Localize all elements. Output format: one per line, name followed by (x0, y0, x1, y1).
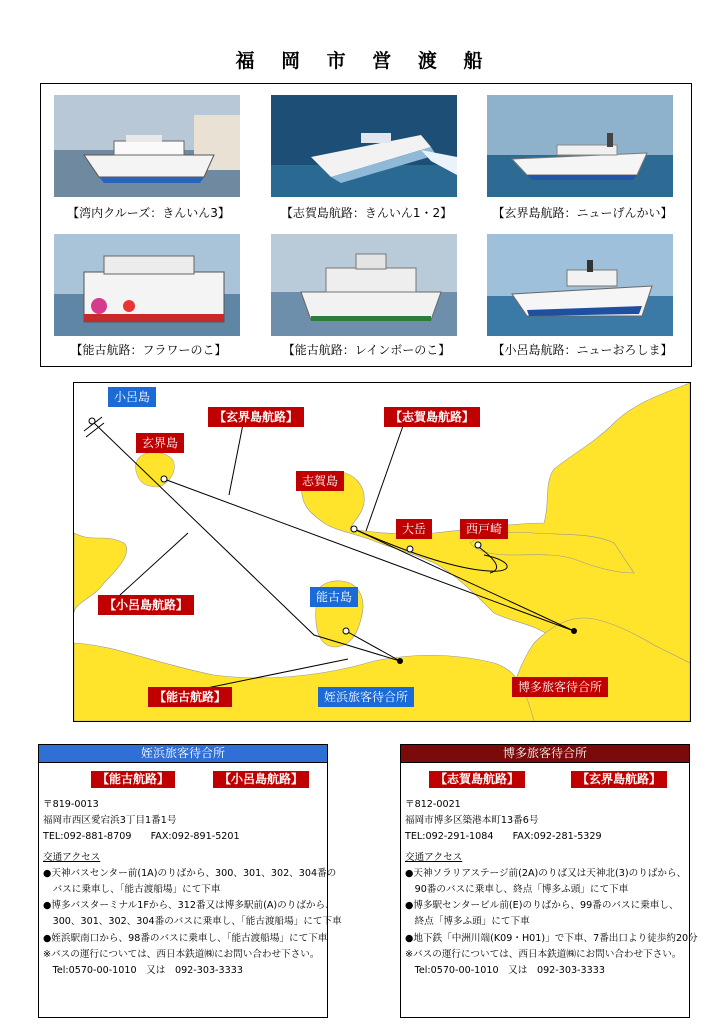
nokonoshima-port-dot (343, 628, 349, 634)
route-tag: 【小呂島航路】 (213, 771, 309, 788)
photo-caption: 【玄界島航路：ニューげんかい】 (492, 206, 673, 220)
access-line: ●天神ソラリアステージ前(2A)のりば又は天神北(3)のりばから、 (405, 867, 687, 879)
ferry-photo-neworoshima (487, 234, 673, 336)
access-line: ●天神バスセンター前(1A)のりばから、300、301、302、304番の (43, 867, 337, 879)
route-tag: 【志賀島航路】 (429, 771, 525, 788)
access-line: 90番のバスに乗車し、終点「博多ふ頭」にて下車 (405, 884, 629, 896)
photo-caption: 【志賀島航路：きんいん1・2】 (280, 206, 453, 220)
bus-tel: Tel:0570-00-1010 又は 092-303-3333 (43, 965, 243, 977)
tel-fax: TEL:092-881-8709 FAX:092-891-5201 (43, 831, 240, 843)
ferry-photo-kinin12 (271, 95, 457, 197)
address: 福岡市博多区築港本町13番6号 (405, 815, 539, 827)
map-label-genkai-route: 【玄界島航路】 (208, 407, 304, 427)
access-line: ●地下鉄「中洲川端(K09・H01)」で下車、7番出口より徒歩約20分 (405, 932, 698, 944)
map-label-nokonoshima: 能古島 (310, 587, 358, 607)
access-line: 終点「博多ふ頭」にて下車 (405, 916, 530, 928)
bus-note: ※バスの運行については、西日本鉄道㈱にお問い合わせ下さい。 (43, 948, 320, 960)
bus-tel: Tel:0570-00-1010 又は 092-303-3333 (405, 965, 605, 977)
map-label-meinohama-terminal: 姪浜旅客待合所 (318, 687, 414, 707)
photo-caption: 【能古航路：レインボーのこ】 (282, 343, 451, 357)
photo-caption: 【湾内クルーズ：きんいん3】 (67, 206, 230, 220)
panel-header: 姪浜旅客待合所 (39, 745, 327, 763)
access-line: ●博多バスターミナル1Fから、312番又は博多駅前(A)のりばから、 (43, 900, 335, 912)
map-label-saitozaki: 西戸崎 (460, 519, 508, 539)
map-label-shikanoshima: 志賀島 (296, 471, 344, 491)
shikanoshima-port-dot (351, 526, 357, 532)
address: 福岡市西区愛宕浜3丁目1番1号 (43, 815, 177, 827)
map-label-oroshima: 小呂島 (108, 387, 156, 407)
photo-caption: 【能古航路：フラワーのこ】 (70, 343, 227, 357)
ferry-photo-flowernoko (54, 234, 240, 336)
map-label-noko-route: 【能古航路】 (148, 687, 232, 707)
access-line: バスに乗車し、「能古渡船場」にて下車 (43, 884, 221, 896)
route-tag: 【玄界島航路】 (571, 771, 667, 788)
hakata-port-dot (571, 628, 577, 634)
access-line: ●博多駅センタービル前(E)のりばから、99番のバスに乗車し、 (405, 900, 679, 912)
hakata-terminal-panel (400, 744, 698, 1018)
tel-fax: TEL:092-291-1084 FAX:092-281-5329 (405, 831, 602, 843)
meinohama-terminal-panel (38, 744, 342, 1018)
route-map (73, 382, 691, 722)
genkaijima-port-dot (161, 476, 167, 482)
oroshima-port-dot (89, 418, 95, 424)
otake-port-dot (407, 546, 413, 552)
postal-code: 〒812-0021 (405, 799, 461, 810)
postal-code: 〒819-0013 (43, 799, 99, 810)
photo-caption: 【小呂島航路：ニューおろしま】 (492, 343, 673, 357)
access-title: 交通アクセス (43, 851, 101, 863)
ferry-photo-rainbownoko (271, 234, 457, 336)
ferry-photo-kinin3 (54, 95, 240, 197)
map-label-shikanoshima-route: 【志賀島航路】 (384, 407, 480, 427)
map-label-genkaijima: 玄界島 (136, 433, 184, 453)
ferry-photo-newgenkai (487, 95, 673, 197)
map-label-otake: 大岳 (396, 519, 432, 539)
route-tag: 【能古航路】 (91, 771, 175, 788)
map-label-hakata-terminal: 博多旅客待合所 (512, 677, 608, 697)
mainland-coast (74, 643, 534, 721)
page-title: 福 岡 市 営 渡 船 (235, 50, 493, 72)
map-label-oroshima-route: 【小呂島航路】 (98, 595, 194, 615)
access-line: ●姪浜駅南口から、98番のバスに乗車し、「能古渡船場」にて下車 (43, 932, 328, 944)
bus-note: ※バスの運行については、西日本鉄道㈱にお問い合わせ下さい。 (405, 948, 682, 960)
meinohama-port-dot (397, 658, 403, 664)
access-title: 交通アクセス (405, 851, 463, 863)
panel-header: 博多旅客待合所 (401, 745, 689, 763)
access-line: 300、301、302、304番のバスに乗車し、「能古渡船場」にて下車 (43, 916, 342, 928)
saitozaki-port-dot (475, 542, 481, 548)
ferry-photo-gallery (40, 83, 692, 367)
